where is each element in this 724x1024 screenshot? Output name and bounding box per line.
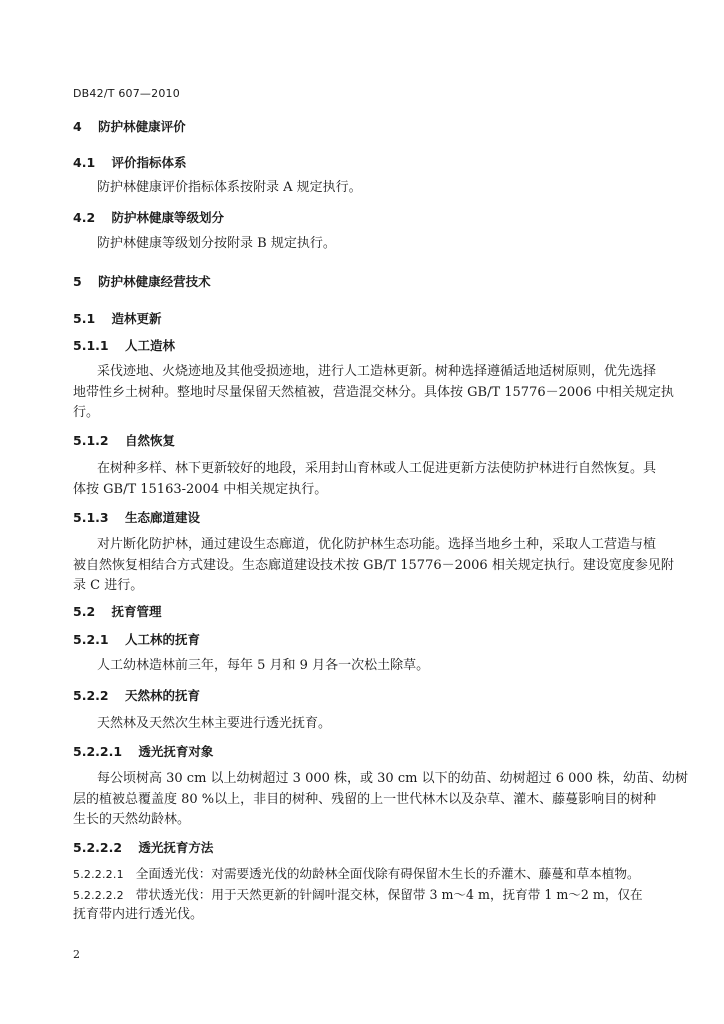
section-number: 5.1.1 bbox=[73, 338, 109, 353]
section-5-1-2-heading bbox=[73, 433, 175, 449]
section-5-2-heading bbox=[73, 604, 162, 620]
section-number: 4.2 bbox=[73, 210, 96, 225]
paragraph-line: 体按 GB/T 15163-2004 中相关规定执行。 bbox=[73, 482, 328, 497]
paragraph-line: 对片断化防护林，通过建设生态廊道，优化防护林生态功能。选择当地乡土种，采取人工营造与植 bbox=[97, 537, 657, 552]
section-title: 造林更新 bbox=[111, 311, 162, 326]
paragraph-line: 每公顷树高 30 cm 以上幼树超过 3 000 株，或 30 cm 以下的幼苗、幼树超过 6 000 株，幼苗、幼树 bbox=[97, 771, 689, 786]
section-number: 4 bbox=[73, 119, 82, 134]
section-5-2-2-2-heading bbox=[73, 840, 213, 856]
section-5-2-2-1-heading bbox=[73, 744, 213, 760]
paragraph-line: 地带性乡土树种。整地时尽量保留天然植被，营造混交林分。具体按 GB/T 15776－2006 中相关规定执 bbox=[73, 385, 674, 400]
list-item-continuation: 抚育带内进行透光伐。 bbox=[73, 907, 204, 922]
section-4-1-heading bbox=[73, 155, 187, 171]
section-title: 防护林健康评价 bbox=[98, 119, 186, 134]
section-number: 5 bbox=[73, 274, 82, 289]
paragraph-line: 采伐迹地、火烧迹地及其他受损迹地，进行人工造林更新。树种选择遵循适地适树原则，优先选择 bbox=[97, 364, 657, 379]
item-number: 5.2.2.2.1 bbox=[73, 868, 124, 881]
list-item bbox=[73, 887, 643, 904]
paragraph-line: 被自然恢复相结合方式建设。生态廊道建设技术按 GB/T 15776－2006 相关规定执行。建设宽度参见附 bbox=[73, 558, 674, 573]
section-title: 防护林健康等级划分 bbox=[111, 210, 225, 225]
list-item bbox=[73, 866, 640, 883]
section-title: 人工林的抚育 bbox=[124, 632, 200, 647]
section-number: 5.2 bbox=[73, 604, 96, 619]
paragraph-line: 录 C 进行。 bbox=[73, 578, 144, 593]
section-4-heading bbox=[73, 119, 186, 135]
section-title: 评价指标体系 bbox=[111, 155, 187, 170]
paragraph-line: 在树种多样、林下更新较好的地段，采用封山育林或人工促进更新方法使防护林进行自然恢复。具 bbox=[97, 461, 657, 476]
paragraph-line: 生长的天然幼龄林。 bbox=[73, 812, 191, 827]
section-title: 天然林的抚育 bbox=[124, 688, 200, 703]
section-title: 透光抚育方法 bbox=[138, 840, 214, 855]
section-number: 5.1.2 bbox=[73, 433, 109, 448]
section-number: 5.2.2.2 bbox=[73, 840, 123, 855]
section-number: 5.2.2 bbox=[73, 688, 109, 703]
section-5-1-1-heading bbox=[73, 338, 175, 354]
doc-code-header: DB42/T 607—2010 bbox=[73, 87, 180, 100]
section-number: 4.1 bbox=[73, 155, 96, 170]
paragraph-line: 行。 bbox=[73, 405, 100, 420]
section-5-heading bbox=[73, 274, 211, 290]
section-number: 5.1.3 bbox=[73, 510, 109, 525]
paragraph-line: 层的植被总覆盖度 80 %以上，非目的树种、残留的上一世代林木以及杂草、灌木、藤蔓影响目的树种 bbox=[73, 792, 657, 807]
section-5-2-2-body: 天然林及天然次生林主要进行透光抚育。 bbox=[97, 716, 332, 731]
section-number: 5.1 bbox=[73, 311, 96, 326]
section-4-1-body: 防护林健康评价指标体系按附录 A 规定执行。 bbox=[97, 180, 362, 195]
section-4-2-body: 防护林健康等级划分按附录 B 规定执行。 bbox=[97, 236, 336, 251]
item-number: 5.2.2.2.2 bbox=[73, 889, 124, 902]
section-title: 自然恢复 bbox=[124, 433, 175, 448]
section-4-2-heading bbox=[73, 210, 224, 226]
section-5-1-heading bbox=[73, 311, 162, 327]
section-title: 人工造林 bbox=[124, 338, 175, 353]
section-5-2-1-heading bbox=[73, 632, 200, 648]
section-number: 5.2.2.1 bbox=[73, 744, 123, 759]
section-title: 生态廊道建设 bbox=[124, 510, 200, 525]
item-text: 带状透光伐：用于天然更新的针阔叶混交林，保留带 3 m～4 m，抚育带 1 m～2 m，仅在 bbox=[135, 887, 643, 902]
section-number: 5.2.1 bbox=[73, 632, 109, 647]
section-5-2-1-body: 人工幼林造林前三年，每年 5 月和 9 月各一次松土除草。 bbox=[97, 658, 430, 673]
section-title: 防护林健康经营技术 bbox=[98, 274, 211, 289]
item-text: 全面透光伐：对需要透光伐的幼龄林全面伐除有碍保留木生长的乔灌木、藤蔓和草本植物。 bbox=[135, 866, 640, 881]
section-title: 抚育管理 bbox=[111, 604, 162, 619]
section-5-2-2-heading bbox=[73, 688, 200, 704]
section-5-1-3-heading bbox=[73, 510, 200, 526]
section-title: 透光抚育对象 bbox=[138, 744, 214, 759]
page-number: 2 bbox=[73, 948, 80, 961]
